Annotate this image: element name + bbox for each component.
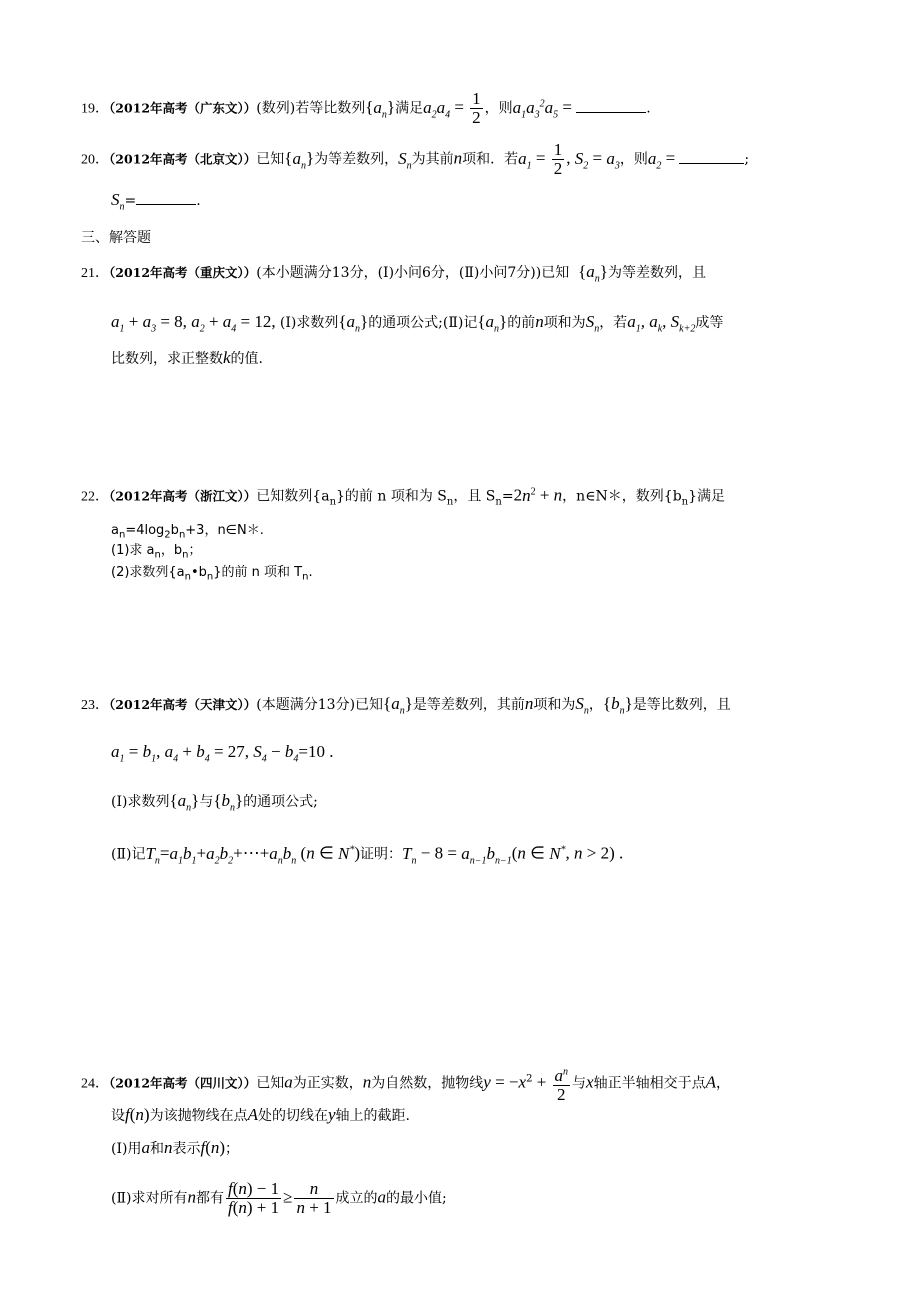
question-23-part2: (Ⅱ)记$T_n=a_1b_1+a_2b_2+\cdots+a_nb_n$ (n ∈ N*)证明：$T_n - 8 = a_{n-1}b_{n-1}(n$ ∈ N*, n > 2) .: [111, 843, 624, 867]
question-source: （2012年高考（四川文））: [109, 1075, 257, 1091]
question-21: 21．（2012年高考（重庆文））(本小题满分13分，(Ⅰ)小问6分，(Ⅱ)小问7分))已知 $\{a_n\}$为等差数列，且: [81, 262, 706, 285]
question-number: 21．: [81, 266, 109, 281]
fraction: $\frac{1}{2}$: [472, 89, 481, 127]
question-23-part1: (Ⅰ)求数列$\{a_n\}$与$\{b_n\}$的通项公式;: [111, 791, 318, 814]
question-22: 22．（2012年高考（浙江文））已知数列$\{a_n\}$的前 n 项和为 $S_n$，且 $S_n=2n^2 + n$，n∈N＊，数列$\{b_n\}$满足: [81, 485, 726, 508]
question-number: 20．: [81, 152, 109, 168]
question-20: 20．（2012年高考（北京文））已知$\{a_n\}$为等差数列，$S_n$为其前n项和．若$a_1$ = $\frac{1}{2}$ , $S_2 = a_3$，则$a_2$ = ;: [81, 140, 750, 178]
answer-blank[interactable]: [576, 98, 646, 113]
question-number: 23．: [81, 698, 109, 713]
question-23-line2: $a_1 = b_1$, $a_4 + b_4 = 27$, $S_4 - b_4=10$ .: [111, 742, 334, 765]
question-source: （2012年高考（天津文））: [109, 697, 257, 712]
question-24-line2: 设f(n)为该抛物线在点A处的切线在y轴上的截距.: [111, 1105, 410, 1124]
question-23: 23．（2012年高考（天津文））(本题满分13分)已知$\{a_n\}$是等差数列，其前n项和为$S_n$，$\{b_n\}$是等比数列，且: [81, 694, 731, 717]
question-21-line3: 比数列，求正整数k的值.: [111, 348, 263, 367]
question-20-line2: $S_n=$ .: [111, 190, 201, 213]
question-number: 22．: [81, 489, 109, 505]
question-source: （2012年高考（北京文））: [109, 151, 257, 167]
question-24-part2: (Ⅱ)求对所有n都有 $\frac{f(n) - 1}{f(n) + 1}$ ≥ $\frac{n}{n + 1}$ 成立的a的最小值;: [111, 1179, 447, 1217]
answer-blank[interactable]: [136, 190, 196, 205]
answer-blank[interactable]: [679, 149, 744, 164]
question-24: 24．（2012年高考（四川文））已知a为正实数，n为自然数，抛物线$y = -x^2$ + $\frac{a^n}{2}$ 与x轴正半轴相交于点A，: [81, 1063, 730, 1104]
question-22-part1: (1)求 $a_n$，$b_n$；: [111, 543, 202, 561]
fraction: $\frac{a^n}{2}$: [553, 1063, 571, 1104]
fraction: $\frac{n}{n + 1}$: [296, 1179, 332, 1217]
question-24-part1: (Ⅰ)用a和n表示f(n)；: [111, 1138, 240, 1157]
question-19: 19．（2012年高考（广东文））(数列)若等比数列$\{a_n\}$满足$a_2a_4$ = $\frac{1}{2}$ ，则$a_1a_3^2a_5$ = .: [81, 89, 651, 127]
question-22-part2: (2)求数列$\{a_n•b_n\}$的前 n 项和 $T_n$.: [111, 565, 313, 583]
question-source: （2012年高考（重庆文））: [109, 265, 257, 280]
fraction: $\frac{1}{2}$: [553, 140, 563, 178]
question-number: 19．: [81, 101, 109, 117]
question-21-line2: $a_1 + a_3 = 8$, $a_2 + a_4 = 12$, (Ⅰ)求数列$\{a_n\}$的通项公式;(Ⅱ)记$\{a_n\}$的前n项和为$S_n$，若$a_1$, $a_k$, $S_{k+2}$成等: [111, 312, 724, 335]
question-number: 24．: [81, 1076, 109, 1092]
section-heading: 三、解答题: [81, 230, 151, 246]
question-source: （2012年高考（广东文））: [109, 100, 257, 116]
fraction: $\frac{f(n) - 1}{f(n) + 1}$: [227, 1179, 280, 1217]
question-22-line2: $a_n=4\log_2b_n+3$，n∈N＊.: [111, 523, 264, 541]
question-source: （2012年高考（浙江文））: [109, 488, 257, 504]
